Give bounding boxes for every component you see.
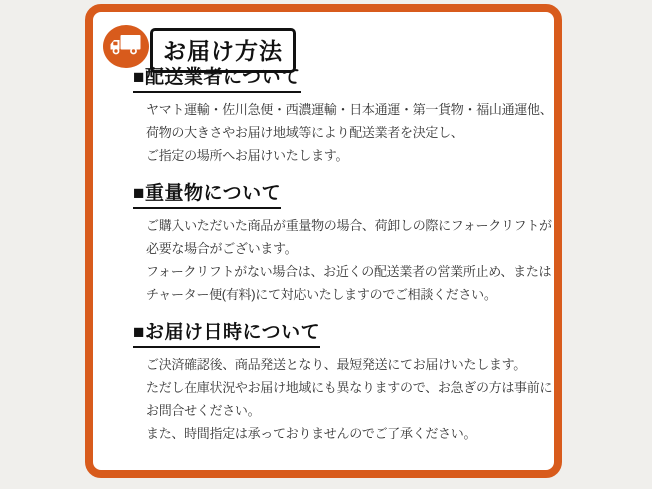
body-line: お問合せください。 (146, 403, 261, 418)
body-line: 必要な場合がございます。 (146, 241, 298, 256)
section-body (146, 353, 553, 445)
body-line: ご決済確認後、商品発送となり、最短発送にてお届けいたします。 (146, 357, 526, 372)
body-line: また、時間指定は承っておりませんのでご了承ください。 (146, 426, 477, 441)
section-delivery-datetime (133, 322, 553, 445)
section-body (146, 98, 553, 167)
section-heavy-items (133, 183, 552, 306)
body-line: 荷物の大きさやお届け地域等により配送業者を決定し、 (146, 125, 464, 140)
page-title: お届け方法 (150, 28, 296, 73)
section-title: ■お届け日時について (133, 322, 320, 348)
body-line: ヤマト運輸・佐川急便・西濃運輸・日本通運・第一貨物・福山通運他、 (146, 102, 553, 117)
body-line: ご購入いただいた商品が重量物の場合、荷卸しの際にフォークリフトが (146, 218, 552, 233)
section-body (146, 214, 552, 306)
delivery-info-panel (85, 4, 562, 478)
body-line: チャーター便(有料)にて対応いたしますのでご相談ください。 (146, 287, 497, 302)
section-title: ■配送業者について (133, 67, 301, 93)
body-line: ただし在庫状況やお届け地域にも異なりますので、お急ぎの方は事前に (146, 380, 553, 395)
body-line: ご指定の場所へお届けいたします。 (146, 148, 349, 163)
truck-icon (103, 25, 149, 68)
section-title: ■重量物について (133, 183, 281, 209)
sections-container (133, 67, 553, 461)
body-line: フォークリフトがない場合は、お近くの配送業者の営業所止め、または (146, 264, 552, 279)
section-shipping-carriers (133, 67, 553, 167)
